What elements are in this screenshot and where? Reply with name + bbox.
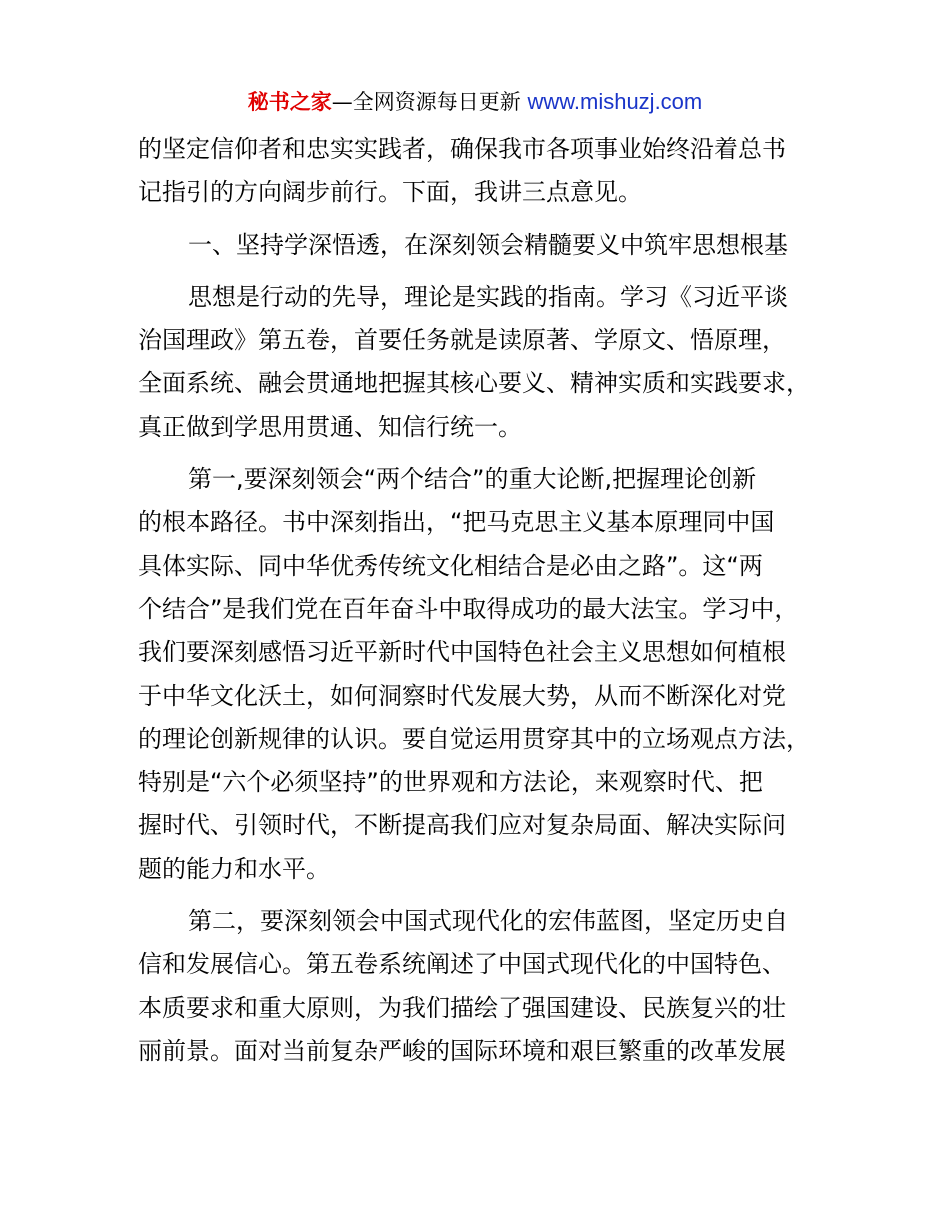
document-body (138, 128, 838, 1073)
text-line: 的坚定信仰者和忠实实践者，确保我市各项事业始终沿着总书 (138, 135, 786, 163)
brand-name: 秘书之家 (247, 90, 332, 114)
text-line: 的根本路径。书中深刻指出，“把马克思主义基本原理同中国 (138, 508, 775, 537)
text-line: 信和发展信心。第五卷系统阐述了中国式现代化的中国特色、 (138, 950, 786, 979)
text-line: 真正做到学思用贯通、知信行统一。 (138, 412, 522, 441)
text-line: 我们要深刻感悟习近平新时代中国特色社会主义思想如何植根 (138, 638, 786, 667)
text-line: 特别是“六个必须坚持”的世界观和方法论，来观察时代、把 (138, 768, 763, 797)
site-header (0, 86, 950, 118)
text-line: 本质要求和重大原则，为我们描绘了强国建设、民族复兴的壮 (138, 993, 786, 1022)
text-line: 于中华文化沃土，如何洞察时代发展大势，从而不断深化对党 (138, 681, 786, 710)
text-line: 握时代、引领时代，不断提高我们应对复杂局面、解决实际问 (138, 811, 786, 840)
text-line: 个结合”是我们党在百年奋斗中取得成功的最大法宝。学习中， (138, 594, 799, 623)
section-heading (138, 224, 838, 267)
text-line: 丽前景。面对当前复杂严峻的国际环境和艰巨繁重的改革发展 (138, 1036, 786, 1065)
paragraph-second-point (138, 900, 838, 1073)
paragraph-continuation (138, 128, 838, 215)
paragraph-intro (138, 276, 838, 449)
text-line: 题的能力和水平。 (138, 854, 330, 883)
site-url-link[interactable]: www.mishuzj.com (527, 89, 703, 114)
paragraph-first-point (138, 458, 838, 891)
text-line: 记指引的方向阔步前行。下面，我讲三点意见。 (138, 178, 642, 207)
header-tagline: —全网资源每日更新 (331, 90, 528, 114)
text-line: 第二，要深刻领会中国式现代化的宏伟蓝图，坚定历史自 (188, 907, 788, 936)
text-line: 治国理政》第五卷，首要任务就是读原著、学原文、悟原理， (138, 326, 786, 355)
text-line: 的理论创新规律的认识。要自觉运用贯穿其中的立场观点方法， (138, 724, 810, 753)
heading-line: 一、坚持学深悟透，在深刻领会精髓要义中筑牢思想根基 (188, 230, 788, 259)
text-line: 思想是行动的先导，理论是实践的指南。学习《习近平谈 (188, 282, 788, 311)
text-line: 具体实际、同中华优秀传统文化相结合是必由之路”。这“两 (138, 551, 763, 580)
text-line: 全面系统、融会贯通地把握其核心要义、精神实质和实践要求， (138, 369, 810, 398)
text-line: 第一,要深刻领会“两个结合”的重大论断,把握理论创新 (188, 465, 757, 494)
